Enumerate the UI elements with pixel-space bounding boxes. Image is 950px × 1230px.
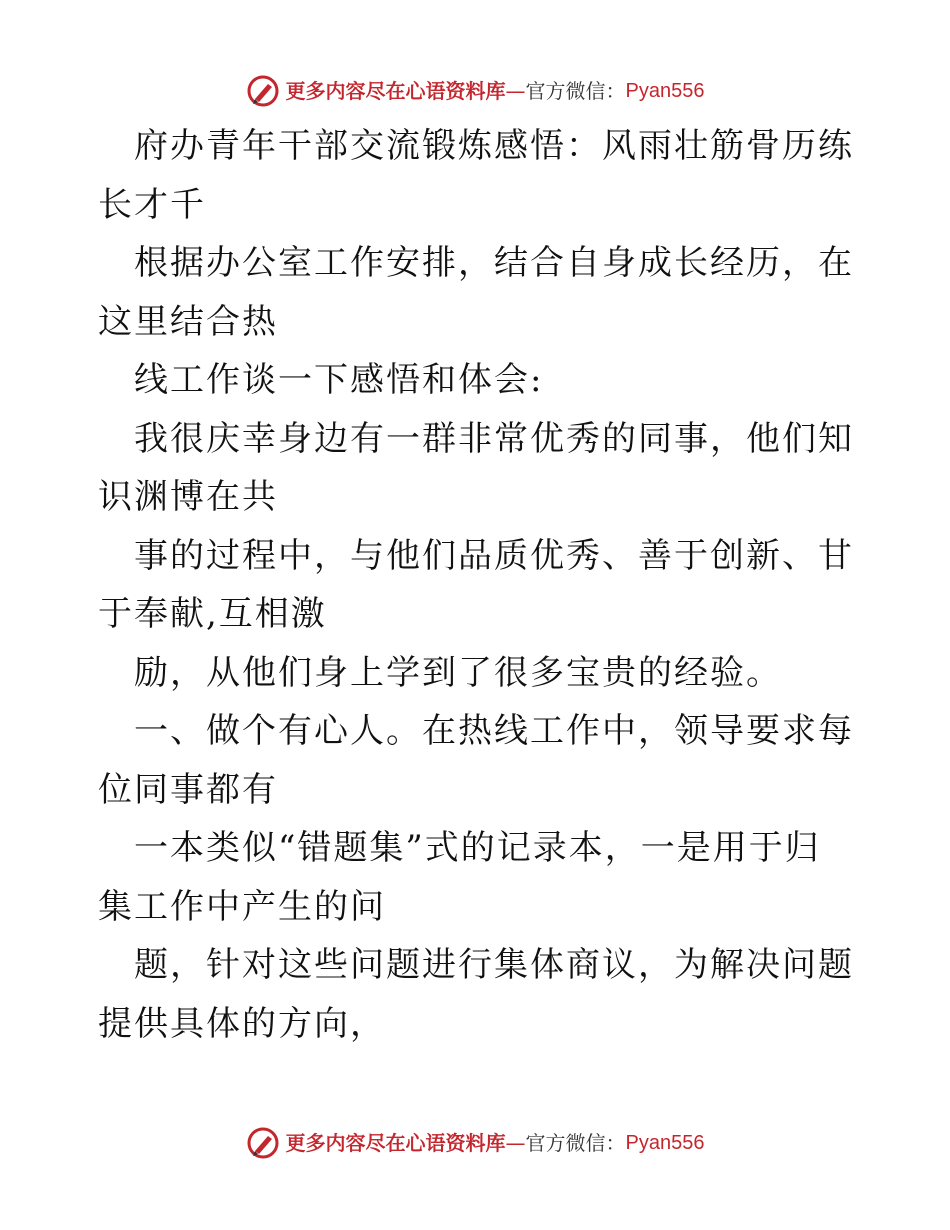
paragraph: 线工作谈一下感悟和体会:: [134, 360, 544, 400]
header-wechat-label: 官方微信：: [525, 79, 626, 103]
pen-logo-icon: [246, 74, 280, 108]
header-wechat-id: Pyan556: [625, 80, 705, 102]
header-lead-text: 更多内容尽在心语资料库: [285, 79, 506, 103]
paragraph: 事的过程中，与他们品质优秀、善于创新、甘于奉献,互相激: [98, 535, 854, 634]
document-title: 府办青年干部交流锻炼感悟：风雨壮筋骨历练长才千: [98, 126, 854, 225]
header-dash: —: [505, 79, 526, 103]
paragraph: 根据办公室工作安排，结合自身成长经历，在这里结合热: [98, 243, 854, 342]
footer-lead-text: 更多内容尽在心语资料库: [285, 1131, 506, 1155]
footer-wechat-label: 官方微信：: [525, 1131, 626, 1155]
footer-banner: [0, 1126, 950, 1160]
paragraph: 我很庆幸身边有一群非常优秀的同事，他们知识渊博在共: [98, 418, 854, 517]
pen-logo-icon: [246, 1126, 280, 1160]
paragraph: 一、做个有心人。在热线工作中，领导要求每位同事都有: [98, 711, 854, 810]
footer-wechat-id: Pyan556: [625, 1132, 705, 1154]
paragraph: 励，从他们身上学到了很多宝贵的经验。: [134, 652, 782, 693]
header-banner: [0, 74, 950, 108]
document-body: [98, 117, 854, 1053]
paragraph: 一本类似“错题集”式的记录本，一是用于归集工作中产生的问: [98, 828, 821, 927]
footer-dash: —: [505, 1131, 526, 1155]
paragraph: 题，针对这些问题进行集体商议，为解决问题提供具体的方向，: [98, 945, 854, 1044]
